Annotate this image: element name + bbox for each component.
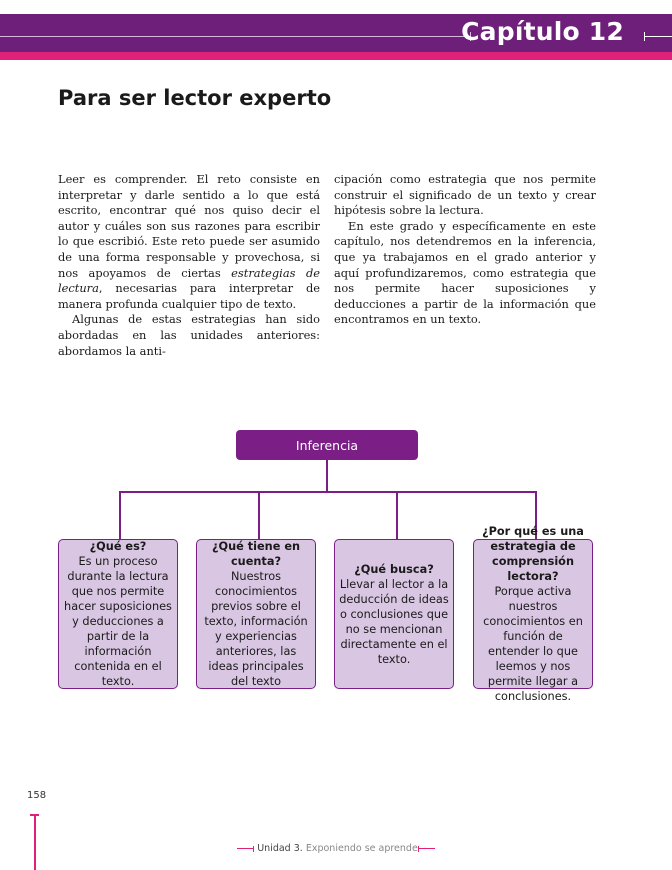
connector-leaf-2 — [258, 491, 260, 539]
node-answer: Porque activa nuestros conocimientos en función de entender lo que leemos y nos permite llegar a conclusiones. — [483, 585, 583, 703]
connector-leaf-1 — [119, 491, 121, 539]
connector-root-stem — [326, 460, 328, 492]
diagram-node-why — [473, 525, 593, 703]
paragraph: En este grado y específicamente en este capítulo, nos detendremos en la inferencia, que ya trabajamos en el grado anterior y aquí profundizaremos, como estrategia que nos permite hacer suposiciones y deducciones a partir de la información que encontramos en un texto. — [334, 218, 596, 327]
connector-leaf-3 — [396, 491, 398, 539]
footer-rule-right — [419, 848, 435, 849]
node-question: ¿Qué tiene en cuenta? — [211, 540, 301, 568]
footer-rule-left — [237, 848, 253, 849]
page-title: Para ser lector experto — [58, 86, 332, 110]
node-question: ¿Qué es? — [89, 540, 147, 553]
node-question: ¿Por qué es una estrategia de comprensión lectora? — [482, 525, 584, 583]
paragraph: Algunas de estas estrategias han sido abordadas en las unidades anteriores: abordamos la anti- — [58, 312, 320, 358]
diagram-node-considers — [196, 539, 316, 689]
node-answer: Es un proceso durante la lectura que nos permite hacer suposiciones y deducciones a partir de la información contenida en el texto. — [64, 555, 172, 688]
footer-unit: Unidad 3. — [257, 843, 303, 854]
node-answer: Nuestros conocimientos previos sobre el texto, información y experiencias anteriores, las ideas principales del texto — [204, 570, 308, 688]
chapter-title: Capítulo 12 — [461, 17, 624, 46]
diagram-node-seeks — [334, 539, 454, 689]
diagram-root-node: Inferencia — [236, 430, 418, 460]
paragraph: cipación como estrategia que nos permite construir el significado de un texto y crear hipótesis sobre la lectura. — [334, 172, 596, 218]
node-answer: Llevar al lector a la deducción de ideas o conclusiones que no se mencionan directamente en el texto. — [339, 577, 449, 666]
page-number: 158 — [27, 790, 47, 801]
diagram-node-what-is — [58, 539, 178, 689]
page-footer — [0, 843, 672, 854]
footer-unit-title: Exponiendo se aprende — [305, 843, 418, 854]
node-question: ¿Qué busca? — [354, 562, 434, 576]
margin-rule — [34, 814, 36, 870]
footer-rule-tick — [253, 846, 254, 852]
connector-horizontal — [119, 491, 536, 493]
paragraph: Leer es comprender. El reto consiste en interpretar y darle sentido a lo que está escrito, encontrar qué nos quiso decir el autor y cuáles son sus razones para escribir lo que escribió. Este reto puede ser asumido de una forma responsable y provechosa, si nos apoyamos de ciertas estrategias de lectura, necesarias para interpretar de manera profunda cualquier tipo de texto. — [58, 172, 320, 311]
